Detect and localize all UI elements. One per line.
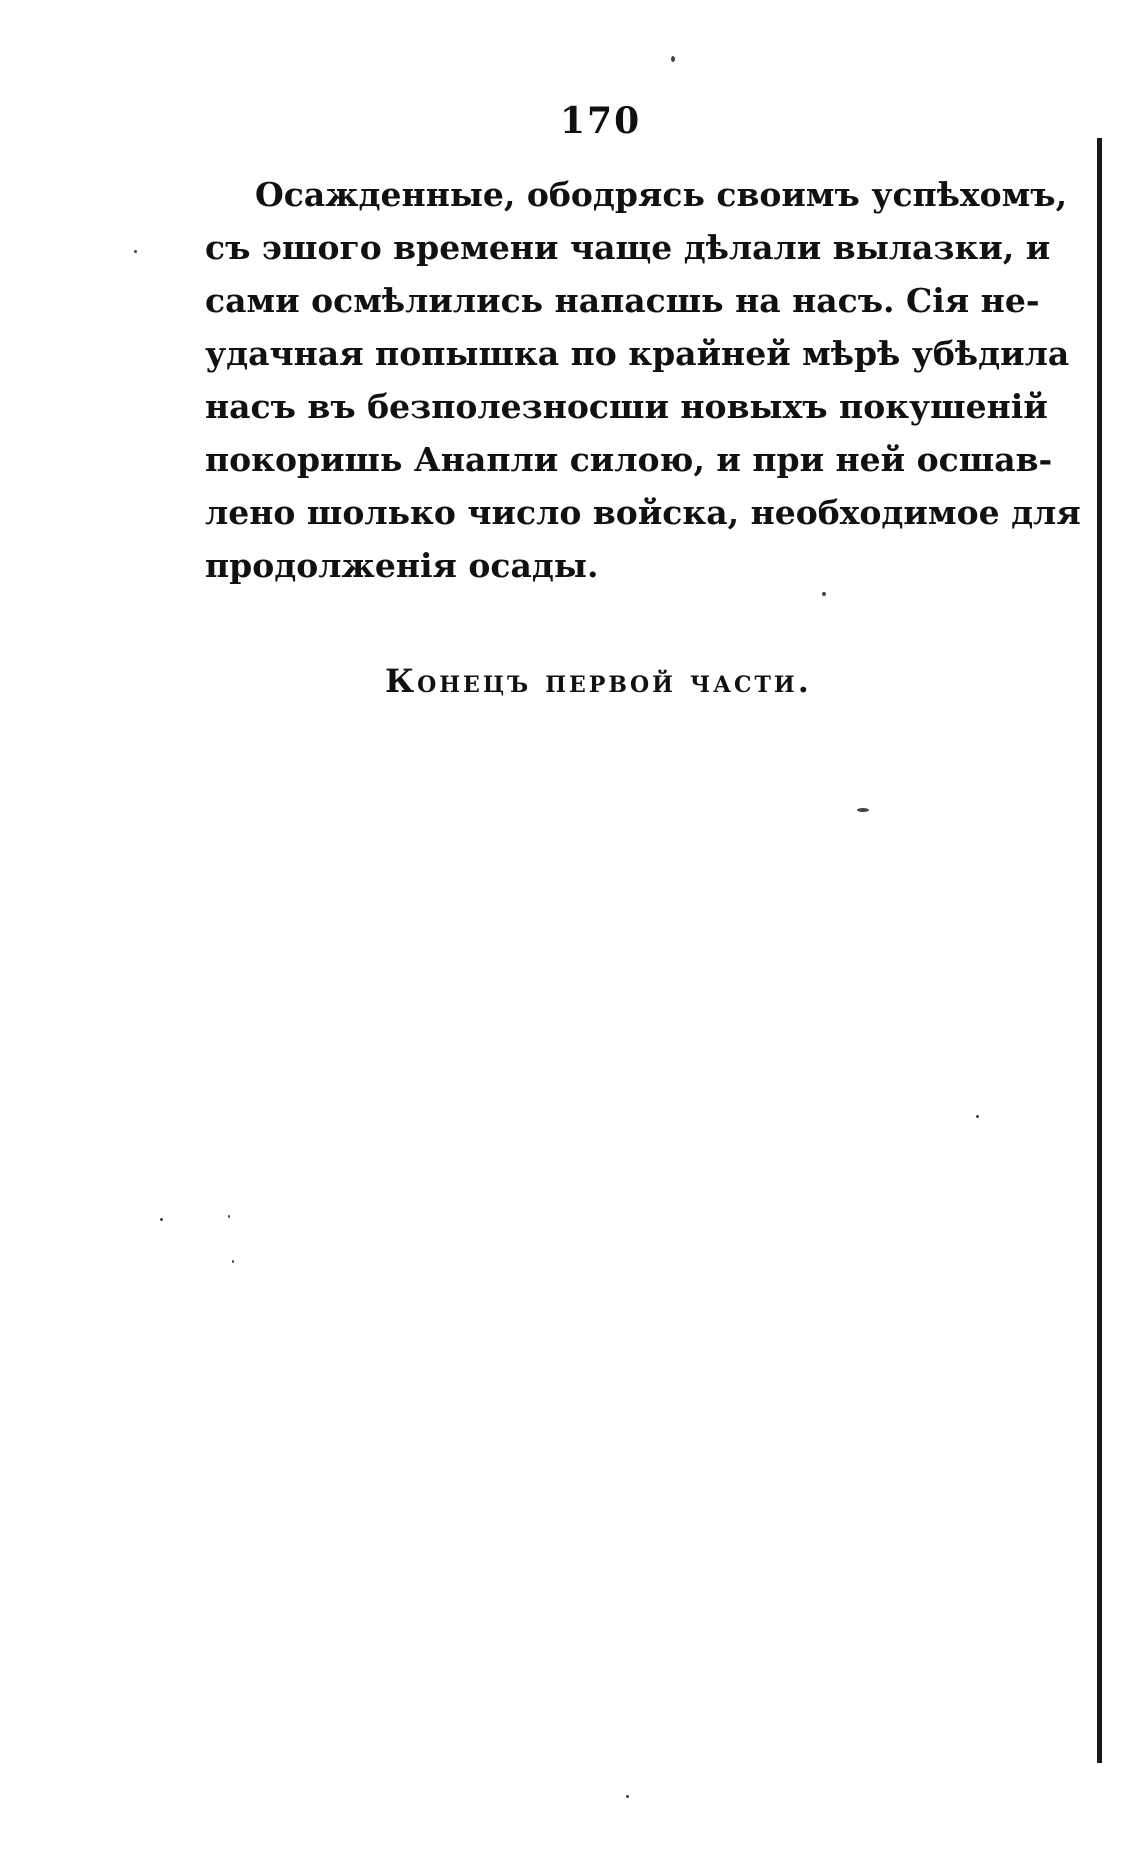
scan-speck <box>671 56 675 62</box>
scan-speck <box>857 808 869 812</box>
paragraph-line: съ эшого времени чаще дѣлали вылазки, и <box>205 228 1051 267</box>
paragraph-line: лено шолько число войска, необходимое для <box>205 493 1081 532</box>
scan-speck <box>232 1260 234 1263</box>
paragraph-line: покоришь Анапли силою, и при ней осшав- <box>205 440 1053 479</box>
paragraph-line: насъ въ безполезносши новыхъ покушеній <box>205 387 1048 426</box>
paragraph-line: удачная попышка по крайней мѣрѣ убѣдила <box>205 334 1070 373</box>
paragraph-line: продолженія осады. <box>205 546 599 585</box>
page-number: 170 <box>560 100 642 142</box>
body-paragraph <box>205 168 1081 592</box>
scan-speck <box>160 1218 163 1221</box>
scan-speck <box>976 1115 979 1118</box>
scan-speck <box>134 250 137 253</box>
paragraph-line: сами осмѣлились напасшь на насъ. Сія не- <box>205 281 1040 320</box>
scan-speck <box>228 1215 230 1218</box>
paragraph-line: Осажденные, ободрясь своимъ успѣхомъ, <box>255 175 1068 214</box>
scan-speck <box>822 592 826 596</box>
scan-speck <box>626 1795 629 1798</box>
end-of-part-heading: Конецъ первой части. <box>385 662 812 700</box>
page-edge-line <box>1097 138 1102 1763</box>
